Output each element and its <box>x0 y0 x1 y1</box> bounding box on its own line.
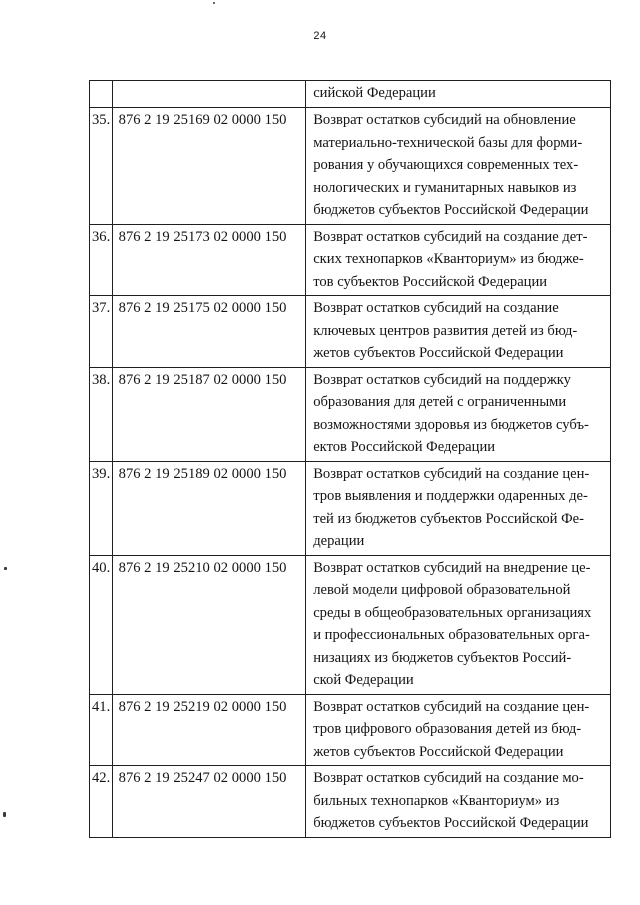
budget-code-cell <box>112 81 306 108</box>
table-row <box>90 367 611 461</box>
description-line: Возврат остатков субсидий на создание <box>313 300 559 316</box>
description-cell <box>306 555 611 694</box>
description-line: и профессиональных образовательных орга- <box>313 627 590 643</box>
budget-code-cell: 876 2 19 25173 02 0000 150 <box>112 224 306 296</box>
table-row <box>90 766 611 838</box>
row-number-cell <box>90 81 113 108</box>
description-line: низациях из бюджетов субъектов Россий- <box>313 649 572 666</box>
scan-speck-top <box>213 2 215 4</box>
description-line: Возврат остатков субсидий на поддержку <box>313 371 571 388</box>
description-line: сийской Федерации <box>313 85 436 101</box>
description-line: Возврат остатков субсидий на обновление <box>313 112 576 128</box>
table-body <box>90 81 611 838</box>
budget-code-cell: 876 2 19 25219 02 0000 150 <box>112 694 306 766</box>
table-row <box>90 461 611 555</box>
table-row <box>90 224 611 296</box>
description-line: Возврат остатков субсидий на внедрение це- <box>313 559 591 576</box>
description-cell <box>306 296 611 368</box>
row-number-cell: 38. <box>90 367 113 461</box>
budget-code-cell: 876 2 19 25189 02 0000 150 <box>112 461 306 555</box>
budget-code-cell: 876 2 19 25187 02 0000 150 <box>112 367 306 461</box>
table-row <box>90 555 611 694</box>
description-line: бюджетов субъектов Российской Федерации <box>313 202 589 218</box>
description-line: ских технопарков «Кванториум» из бюдже- <box>313 251 584 267</box>
description-line: возможностями здоровья из бюджетов субъ- <box>313 416 589 433</box>
description-line: Возврат остатков субсидий на создание цен- <box>313 698 590 715</box>
description-cell <box>306 694 611 766</box>
description-line: среды в общеобразовательных организациях <box>313 604 592 621</box>
description-cell <box>306 108 611 225</box>
table-row <box>90 296 611 368</box>
table-row <box>90 108 611 225</box>
description-cell <box>306 766 611 838</box>
row-number-cell: 40. <box>90 555 113 694</box>
description-line: тров цифрового образования детей из бюд- <box>313 721 582 737</box>
row-number-cell: 41. <box>90 694 113 766</box>
row-number-cell: 37. <box>90 296 113 368</box>
description-line: Возврат остатков субсидий на создание дет- <box>313 228 588 245</box>
page-number: 24 <box>313 30 327 42</box>
description-line: бильных технопарков «Кванториум» из <box>313 792 560 809</box>
row-number-cell: 39. <box>90 461 113 555</box>
budget-code-cell: 876 2 19 25169 02 0000 150 <box>112 108 306 225</box>
description-cell <box>306 367 611 461</box>
description-line: жетов субъектов Российской Федерации <box>313 743 564 760</box>
description-line: ской Федерации <box>313 672 414 688</box>
description-line: Возврат остатков субсидий на создание цен- <box>313 465 590 482</box>
description-line: образования для детей с ограниченными <box>313 394 567 410</box>
description-line: бюджетов субъектов Российской Федерации <box>313 815 589 831</box>
scan-speck-left <box>4 567 7 570</box>
description-line: нологических и гуманитарных навыков из <box>313 179 577 196</box>
description-line: жетов субъектов Российской Федерации <box>313 345 564 361</box>
row-number-cell: 36. <box>90 224 113 296</box>
description-line: рования у обучающихся современных тех- <box>313 157 579 173</box>
description-line: тров выявления и поддержки одаренных де- <box>313 488 588 504</box>
row-number-cell: 42. <box>90 766 113 838</box>
description-line: тей из бюджетов субъектов Российской Фе- <box>313 510 584 527</box>
description-line: Возврат остатков субсидий на создание мо- <box>313 770 584 786</box>
description-line: левой модели цифровой образовательной <box>313 582 571 598</box>
budget-code-cell: 876 2 19 25247 02 0000 150 <box>112 766 306 838</box>
description-line: материально-технической базы для форми- <box>313 134 583 151</box>
description-cell <box>306 224 611 296</box>
table-row <box>90 694 611 766</box>
budget-code-cell: 876 2 19 25175 02 0000 150 <box>112 296 306 368</box>
description-cell <box>306 461 611 555</box>
description-line: дерации <box>313 533 365 549</box>
description-line: ектов Российской Федерации <box>313 439 496 455</box>
budget-code-cell: 876 2 19 25210 02 0000 150 <box>112 555 306 694</box>
description-line: тов субъектов Российской Федерации <box>313 273 548 290</box>
scan-speck-bottom-left <box>3 812 6 817</box>
description-line: ключевых центров развития детей из бюд- <box>313 322 578 339</box>
table-row-continuation <box>90 81 611 108</box>
budget-codes-table <box>89 80 611 838</box>
description-cell <box>306 81 611 108</box>
row-number-cell: 35. <box>90 108 113 225</box>
